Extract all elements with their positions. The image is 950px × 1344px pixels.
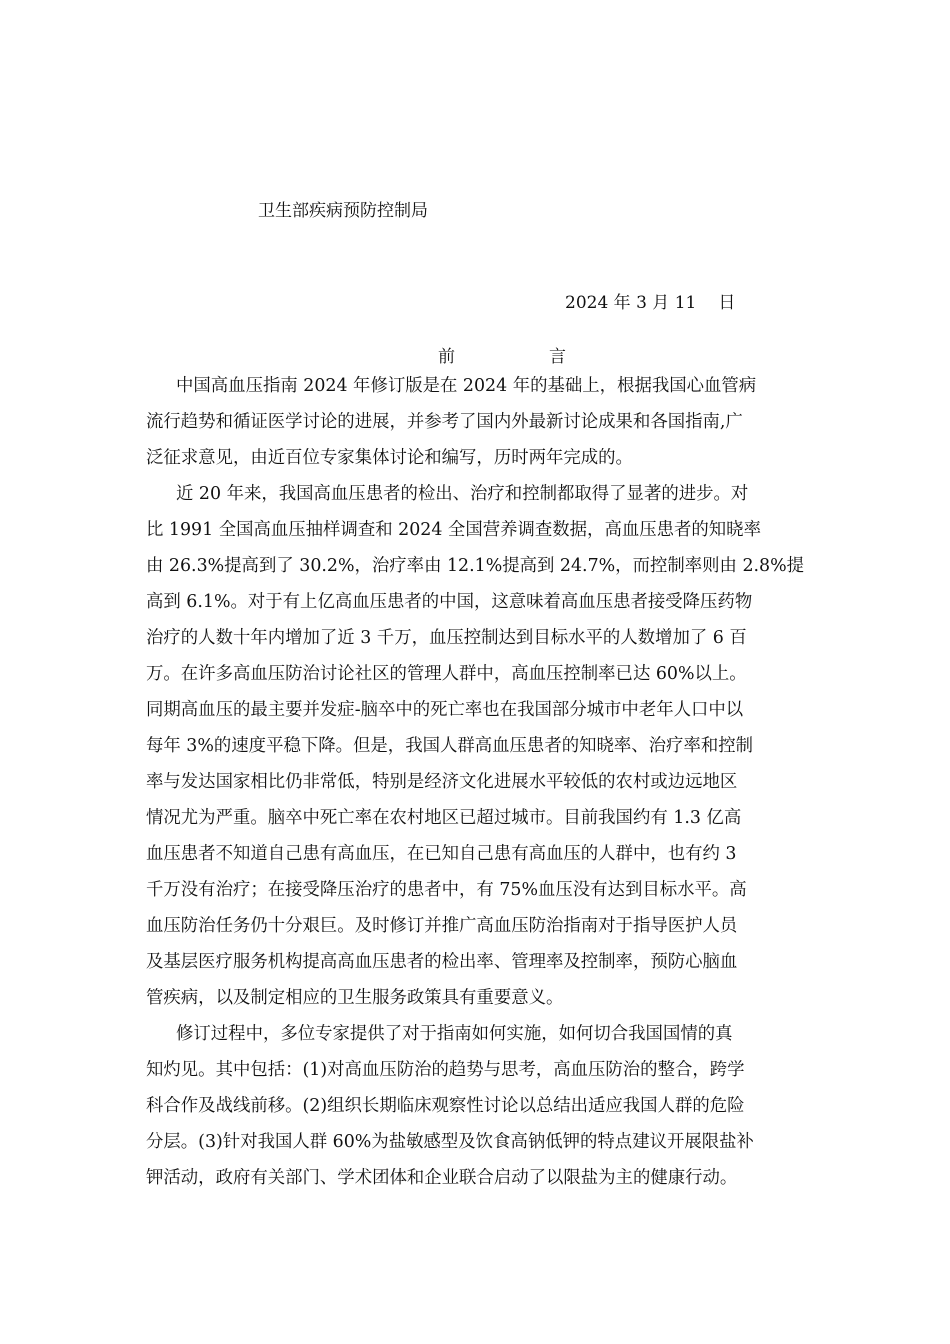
heading-char-left: 前 (438, 347, 455, 367)
text-line: 同期高血压的最主要并发症-脑卒中的死亡率也在我国部分城市中老年人口中以 (146, 700, 744, 720)
text-line: 治疗的人数十年内增加了近 3 千万，血压控制达到目标水平的人数增加了 6 百 (146, 628, 747, 648)
text-line: 钾活动，政府有关部门、学术团体和企业联合启动了以限盐为主的健康行动。 (146, 1168, 738, 1188)
text-line: 每年 3%的速度平稳下降。但是，我国人群高血压患者的知晓率、治疗率和控制 (146, 736, 754, 756)
paragraph-1 (146, 368, 810, 476)
text-line: 中国高血压指南 2024 年修订版是在 2024 年的基础上，根据我国心血管病 (176, 376, 757, 396)
text-line: 血压患者不知道自己患有高血压，在已知自己患有高血压的人群中，也有约 3 (146, 844, 737, 864)
text-line: 比 1991 全国高血压抽样调查和 2024 全国营养调查数据，高血压患者的知晓率 (146, 520, 761, 540)
text-line: 泛征求意见，由近百位专家集体讨论和编写，历时两年完成的。 (146, 448, 633, 468)
document-date (565, 290, 735, 316)
text-line: 率与发达国家相比仍非常低，特别是经济文化进展水平较低的农村或边远地区 (146, 772, 738, 792)
body-text (146, 368, 810, 1196)
heading-char-right: 言 (549, 347, 566, 367)
text-line: 流行趋势和循证医学讨论的进展，并参考了国内外最新讨论成果和各国指南,广 (146, 412, 743, 432)
text-line: 知灼见。其中包括：(1)对高血压防治的趋势与思考，高血压防治的整合，跨学 (146, 1060, 745, 1080)
text-line: 管疾病，以及制定相应的卫生服务政策具有重要意义。 (146, 988, 564, 1008)
paragraph-3 (146, 1016, 810, 1196)
text-line: 高到 6.1%。对于有上亿高血压患者的中国，这意味着高血压患者接受降压药物 (146, 592, 753, 612)
section-heading (438, 344, 566, 370)
text-line: 万。在许多高血压防治讨论社区的管理人群中，高血压控制率已达 60%以上。 (146, 664, 747, 684)
paragraph-2 (146, 476, 810, 1016)
text-line: 千万没有治疗；在接受降压治疗的患者中，有 75%血压没有达到目标水平。高 (146, 880, 747, 900)
text-line: 分层。(3)针对我国人群 60%为盐敏感型及饮食高钠低钾的特点建议开展限盐补 (146, 1132, 754, 1152)
text-line: 情况尤为严重。脑卒中死亡率在农村地区已超过城市。目前我国约有 1.3 亿高 (146, 808, 742, 828)
date-text: 2024 年 3 月 11 (565, 293, 697, 313)
text-line: 近 20 年来，我国高血压患者的检出、治疗和控制都取得了显著的进步。对 (176, 484, 749, 504)
text-line: 修订过程中，多位专家提供了对于指南如何实施，如何切合我国国情的真 (176, 1024, 733, 1044)
date-day-char: 日 (718, 293, 736, 313)
text-line: 血压防治任务仍十分艰巨。及时修订并推广高血压防治指南对于指导医护人员 (146, 916, 738, 936)
text-line: 及基层医疗服务机构提高高血压患者的检出率、管理率及控制率，预防心脑血 (146, 952, 738, 972)
text-line: 科合作及战线前移。(2)组织长期临床观察性讨论以总结出适应我国人群的危险 (146, 1096, 745, 1116)
issuer-name: 卫生部疾病预防控制局 (258, 201, 428, 221)
text-line: 由 26.3%提高到了 30.2%，治疗率由 12.1%提高到 24.7%，而控制率则由 2.8%提 (146, 556, 805, 576)
